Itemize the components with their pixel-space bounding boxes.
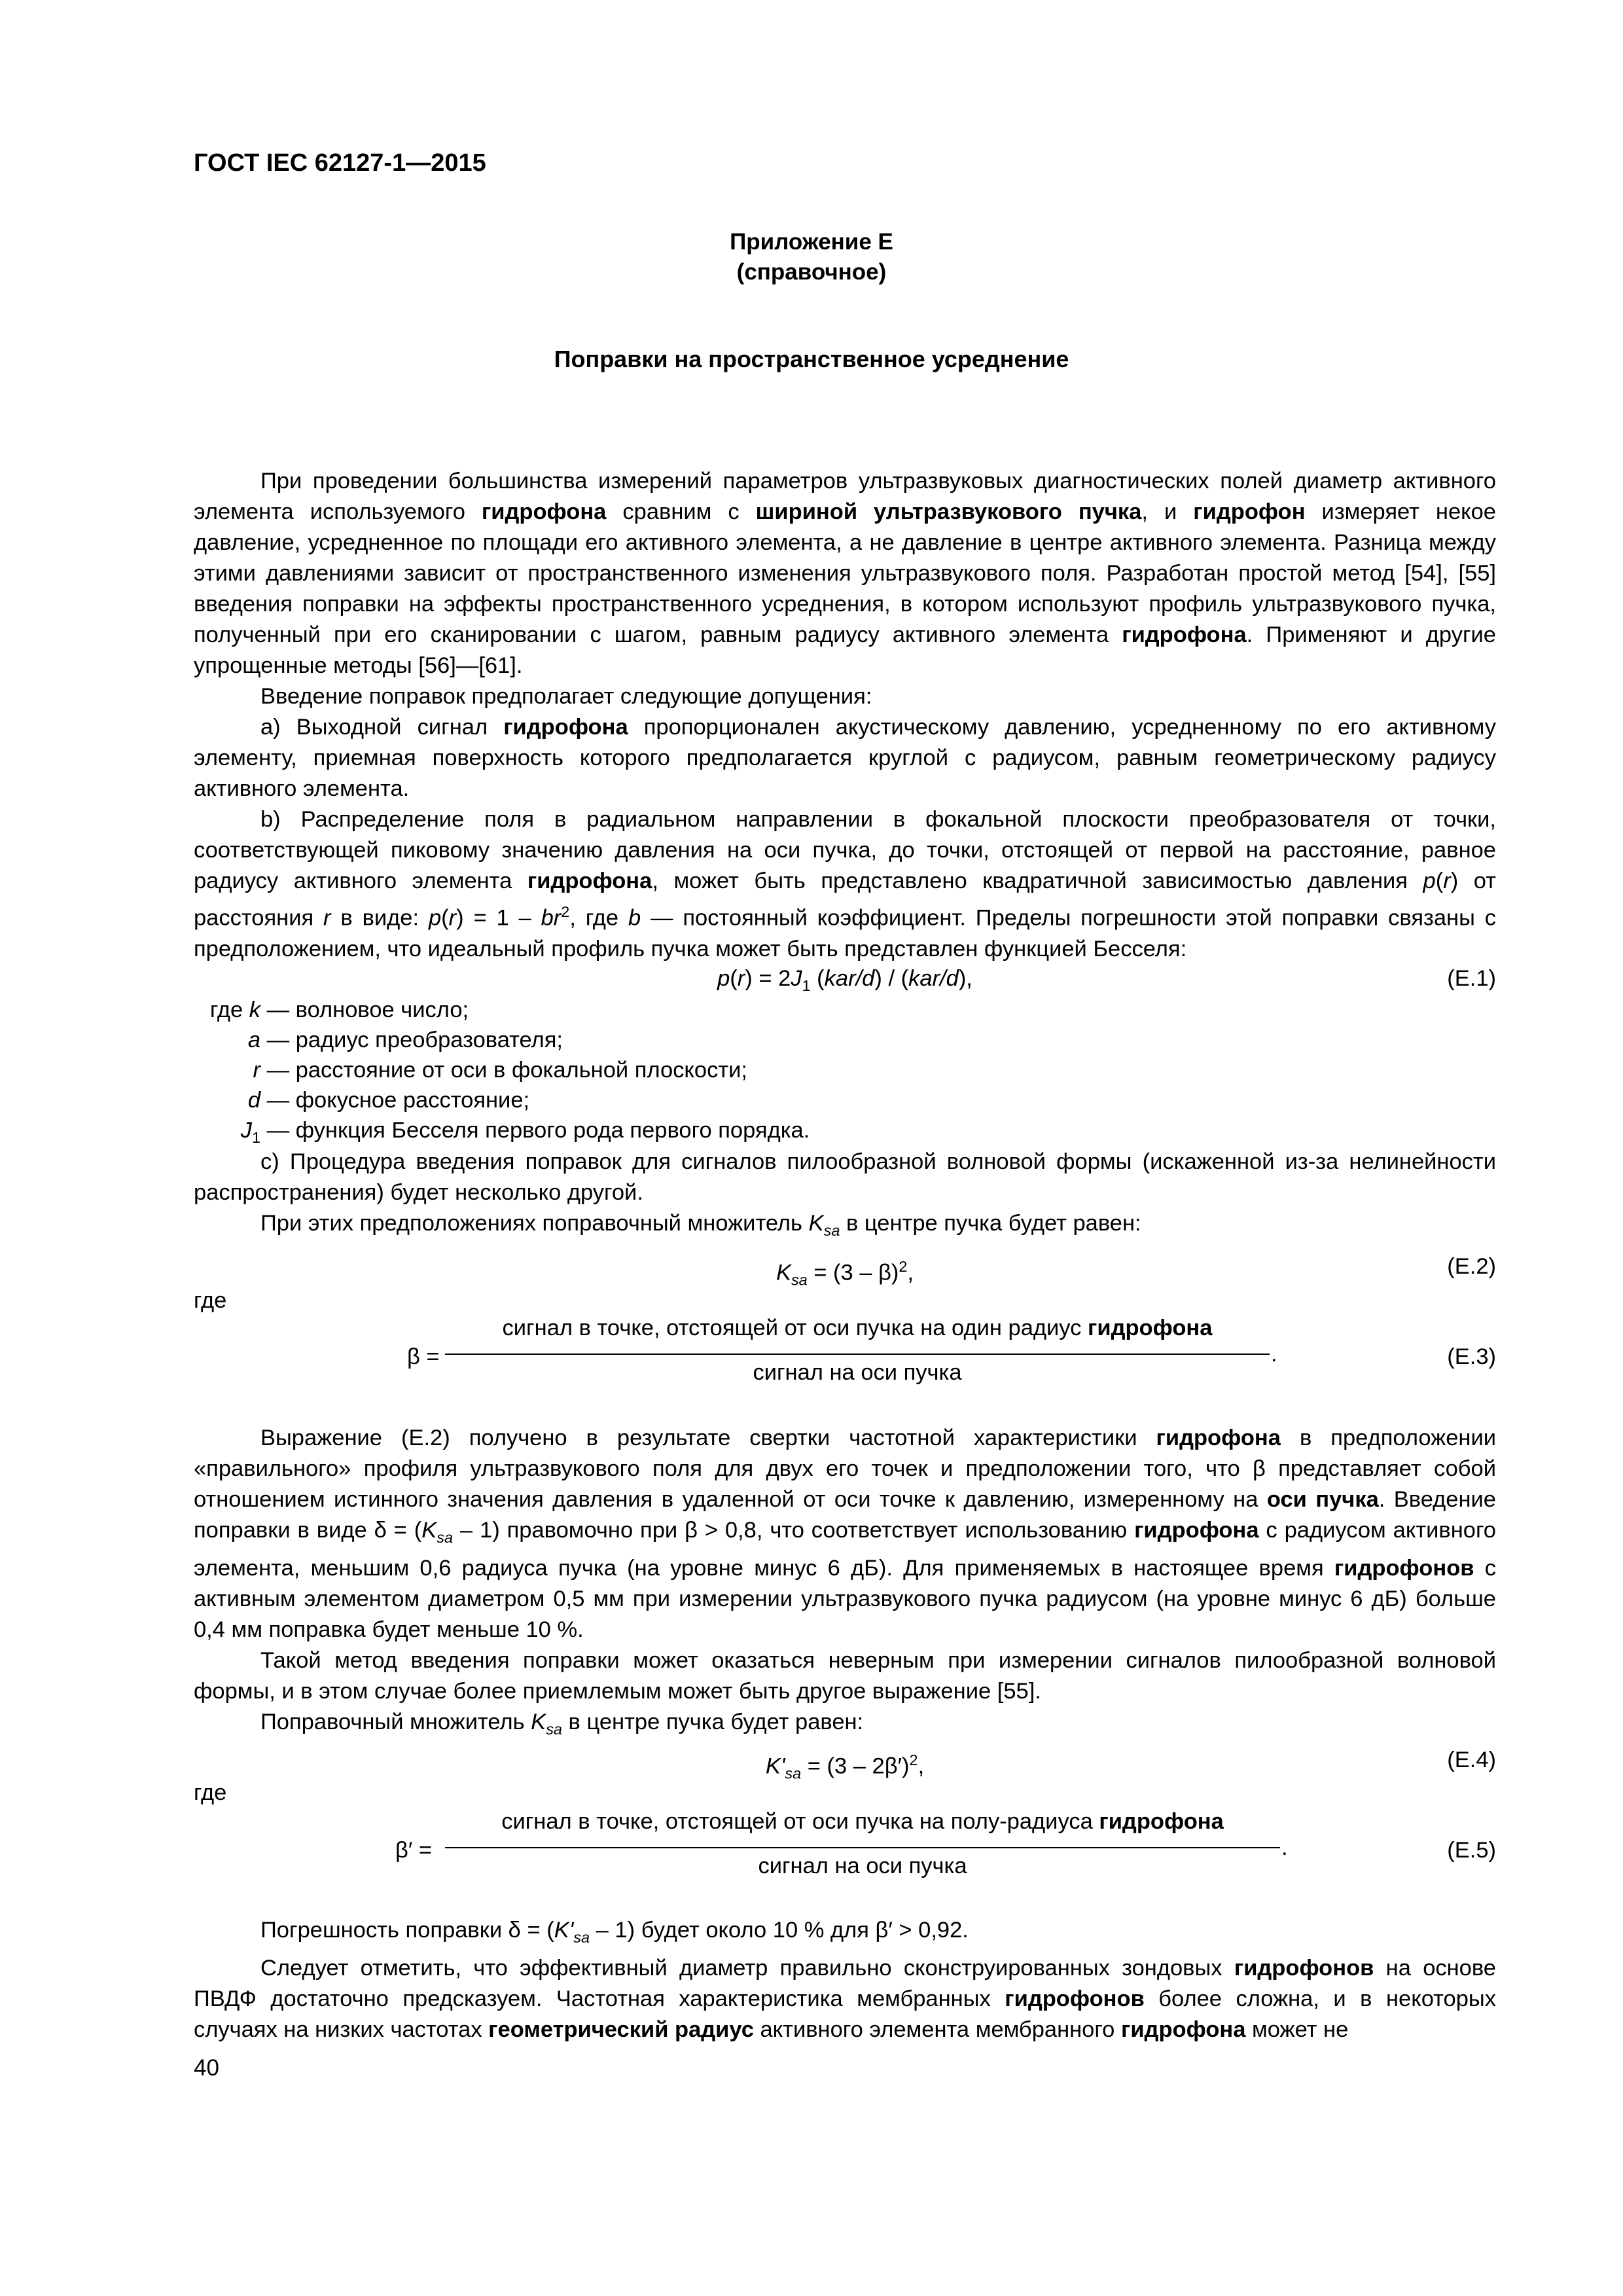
formula-e3-lhs: β = [407, 1344, 440, 1369]
definitions-list [194, 995, 810, 1153]
formula-e3-number: (Е.3) [1447, 1344, 1496, 1369]
definition-text: — фокусное расстояние; [260, 1088, 530, 1113]
formula-e3-trail: . [1271, 1342, 1277, 1367]
formula-e1-number: (Е.1) [1447, 966, 1496, 991]
definition-symbol: где k [209, 997, 260, 1022]
fraction-bar [445, 1847, 1280, 1848]
definition-symbol: a [247, 1028, 260, 1052]
formula-e2-number: (Е.2) [1447, 1254, 1496, 1279]
definition-text: — радиус преобразователя; [260, 1028, 563, 1052]
fraction-bar [445, 1354, 1270, 1355]
paragraph: Поправочный множитель $K_{sa}$ в центре пучка будет равен: [260, 1709, 864, 1738]
annex-label: Приложение Е [730, 229, 893, 255]
body2-block [194, 1423, 1496, 1745]
definition-row [194, 1055, 810, 1085]
intro-block [194, 466, 1496, 965]
formula-e4-expression: $K'_{sa} = (3 - 2\beta')^2$, [765, 1751, 925, 1782]
paragraph: При этих предположениях поправочный множитель $K_{sa}$ в центре пучка будет равен: [260, 1211, 1141, 1239]
formula-e5-trail: . [1281, 1835, 1288, 1860]
formula-e3-numerator: сигнал в точке, отстоящей от оси пучка на один радиус гидрофона [502, 1316, 1213, 1340]
definition-text: — функция Бесселя первого рода первого порядка. [260, 1118, 810, 1143]
paragraph: Такой метод введения поправки может оказаться неверным при измерении сигналов пилообразной волновой формы, и в этом случае более приемлемым может быть другое выражение [55]. [194, 1647, 1496, 1704]
formula-e1 [194, 962, 1496, 995]
definition-symbol: r [253, 1058, 260, 1083]
formula-e4-number: (Е.4) [1447, 1748, 1496, 1772]
standard-header: ГОСТ IEC 62127-1—2015 [194, 149, 486, 177]
paragraph: Погрешность поправки $\delta = (K'_{sa} - 1)$ будет около 10 % для β′ > 0,92. [260, 1918, 969, 1946]
where-label: где [194, 1780, 227, 1805]
definition-row [194, 1085, 810, 1115]
paragraph: c) Процедура введения поправок для сигналов пилообразной волновой формы (искаженной из-за нелинейности распространения) будет несколько другой. [194, 1149, 1496, 1205]
page-number: 40 [194, 2055, 219, 2081]
annex-type: (справочное) [736, 259, 887, 285]
paragraph: Следует отметить, что эффективный диаметр правильно сконструированных зондовых гидрофонов на основе ПВДФ достаточно предсказуем. Частотная характеристика мембранных гидрофонов более сложна, и в некоторых случаях на низких частотах геометрический радиус активного элемента мембранного гидрофона может не [194, 1955, 1496, 2042]
body3-block [194, 1915, 1496, 2045]
where-label: где [194, 1288, 227, 1313]
paragraph: При проведении большинства измерений параметров ультразвуковых диагностических полей диаметр активного элемента используемого гидрофона сравним с шириной ультразвукового пучка, и гидрофон измеряет некое давление, усредненное по площади его активного элемента, а не давление в центре активного элемента. Разница между этими давлениями зависит от пространственного изменения ультразвукового поля. Разработан простой метод [54], [55] введения поправки на эффекты пространственного усреднения, в котором используют профиль ультразвукового пучка, полученный при его сканировании с шагом, равным радиусу активного элемента гидрофона. Применяют и другие упрощенные методы [56]—[61]. [194, 469, 1496, 678]
formula-e2-expression: $K_{sa} = (3 - \beta)^2$, [776, 1258, 914, 1289]
formula-e2 [194, 1250, 1496, 1289]
formula-e5-numerator: сигнал в точке, отстоящей от оси пучка на полу-радиуса гидрофона [501, 1809, 1224, 1834]
paragraph: b) Распределение поля в радиальном направлении в фокальной плоскости преобразователя от точки, соответствующей пиковому значению давления на оси пучка, до точки, отстоящей от первой на расстояние, равное радиусу активного элемента гидрофона, может быть представлено квадратичной зависимостью давления p(r) от расстояния r в виде: $p(r) = 1 - br^2$, где b — постоянный коэффициент. Пределы погрешности этой поправки связаны с предположением, что идеальный профиль пучка может быть представлен функцией Бесселя: [194, 807, 1496, 961]
middle-block [194, 1147, 1496, 1246]
definition-row [194, 1025, 810, 1055]
paragraph: Выражение (Е.2) получено в результате свертки частотной характеристики гидрофона в предположении «правильного» профиля ультразвукового поля для двух его точек и предположении того, что β представляет собой отношением истинного значения давления в удаленной от оси точке к давлению, измеренному на оси пучка. Введение поправки в виде $\delta = (K_{sa} - 1)$ правомочно при β > 0,8, что соответствует использованию гидрофона с радиусом активного элемента, меньшим 0,6 радиуса пучка (на уровне минус 6 дБ). Для применяемых в настоящее время гидрофонов с активным элементом диаметром 0,5 мм при измерении ультразвукового пучка радиусом (на уровне минус 6 дБ) больше 0,4 мм поправка будет меньше 10 %. [194, 1426, 1497, 1642]
formula-e5-lhs: β′ = [395, 1838, 433, 1863]
formula-e5-denominator: сигнал на оси пучка [758, 1854, 967, 1878]
definition-text: — расстояние от оси в фокальной плоскости; [260, 1058, 747, 1083]
definition-symbol: $J_1$ [240, 1118, 260, 1146]
definition-symbol: d [247, 1088, 260, 1113]
definition-row [194, 995, 810, 1025]
formula-e1-expression: $p(r) = 2J_1$ (kar/d) / (kar/d), [717, 966, 972, 994]
definition-text: — волновое число; [260, 997, 469, 1022]
paragraph: a) Выходной сигнал гидрофона пропорционален акустическому давлению, усредненному по его активному элементу, приемная поверхность которого предполагается круглой с радиусом, равным геометрическому радиусу активного элемента. [194, 715, 1496, 801]
formula-e4 [194, 1744, 1496, 1782]
formula-e3-denominator: сигнал на оси пучка [753, 1360, 962, 1385]
section-title: Поправки на пространственное усреднение [554, 346, 1069, 372]
formula-e5 [194, 1809, 1496, 1888]
formula-e3 [194, 1316, 1496, 1394]
formula-e5-number: (Е.5) [1447, 1838, 1496, 1863]
paragraph: Введение поправок предполагает следующие допущения: [260, 684, 872, 709]
